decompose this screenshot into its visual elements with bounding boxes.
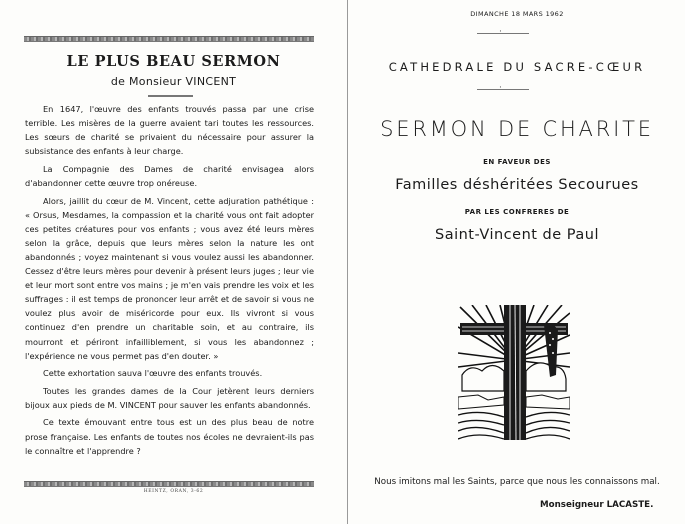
closing-quote: Nous imitons mal les Saints, parce que nous les connaissons mal. [374, 477, 660, 487]
right-page [349, 0, 685, 524]
sermon-title: SERMON DE CHARITE [380, 117, 654, 141]
town-right [526, 395, 570, 409]
paragraph: La Compagnie des Dames de charité envisagea alors d'abandonner cette œuvre trop onéreuse. [25, 163, 314, 188]
cathedral-name: CATHEDRALE DU SACRE-CŒUR [388, 60, 646, 74]
title-underline [148, 95, 193, 97]
quote-author: Monseigneur LACASTE. [540, 500, 654, 510]
subtitle-line-faveur: EN FAVEUR DES [483, 158, 551, 166]
woodcut-cross-icon [458, 305, 570, 440]
town-left [458, 395, 504, 409]
paragraph: Alors, jaillit du cœur de M. Vincent, cette adjuration pathétique : « Orsus, Mesdames, la compassion et la charité vous ont fait adopter ces petites créatures pour vos enfants ; vous avez été leurs mères selon la grâce, depuis que leurs mères selon la nature les ont abandonnés ; voyez maintenant si vous voulez aussi les abandonner. Cessez d'être leurs mères pour devenir à présent leurs juges ; leur vie et leur mort sont entre vos mains ; je m'en vais prendre les voix et les suffrages : il est temps de prononcer leur arrêt et de savoir si vous ne voulez plus avoir de miséricorde pour eux. Ils vivront si vous continuez d'en prendre un charitable soin, et au contraire, ils mourront et périront infailliblement, si vous les abandonnez ; l'expérience ne vous permet pas d'en douter. » [25, 195, 314, 361]
cloud-left [462, 366, 504, 392]
sermon-body-text [25, 102, 314, 461]
cloud-right [526, 363, 566, 391]
subtitle-line-confreres: PAR LES CONFRERES DE [464, 208, 570, 216]
paragraph: Ce texte émouvant entre tous est un des plus beau de notre prose française. Les enfants de toutes nos écoles ne devraient-ils pas le connaître et l'apprendre ? [25, 417, 314, 456]
subtitle-line-saint: Saint-Vincent de Paul [434, 227, 599, 243]
subtitle-line-familles: Familles déshéritées Secourues [395, 177, 639, 193]
ornament-divider [477, 33, 529, 34]
ornament-divider [477, 89, 529, 90]
paragraph: En 1647, l'œuvre des enfants trouvés passa par une crise terrible. Les misères de la guerre avaient tari toutes les ressources. Les sœurs de charité se privaient du nécessaire pour assurer la subsistance des enfants à leur charge. [25, 104, 314, 157]
paragraph: Cette exhortation sauva l'œuvre des enfants trouvés. [43, 368, 263, 379]
paragraph: Toutes les grandes dames de la Cour jetèrent leurs derniers bijoux aux pieds de M. VINCENT pour sauver les enfants abandonnés. [25, 385, 314, 410]
left-page-title: LE PLUS BEAU SERMON [66, 53, 281, 70]
top-decorative-rule [24, 36, 314, 42]
printer-imprint: HEINTZ, ORAN, 3-62 [143, 489, 204, 494]
left-page-subtitle: de Monsieur VINCENT [110, 75, 237, 88]
page-fold-line [347, 0, 348, 524]
bottom-decorative-rule [24, 481, 314, 487]
event-date: DIMANCHE 18 MARS 1962 [470, 10, 564, 18]
